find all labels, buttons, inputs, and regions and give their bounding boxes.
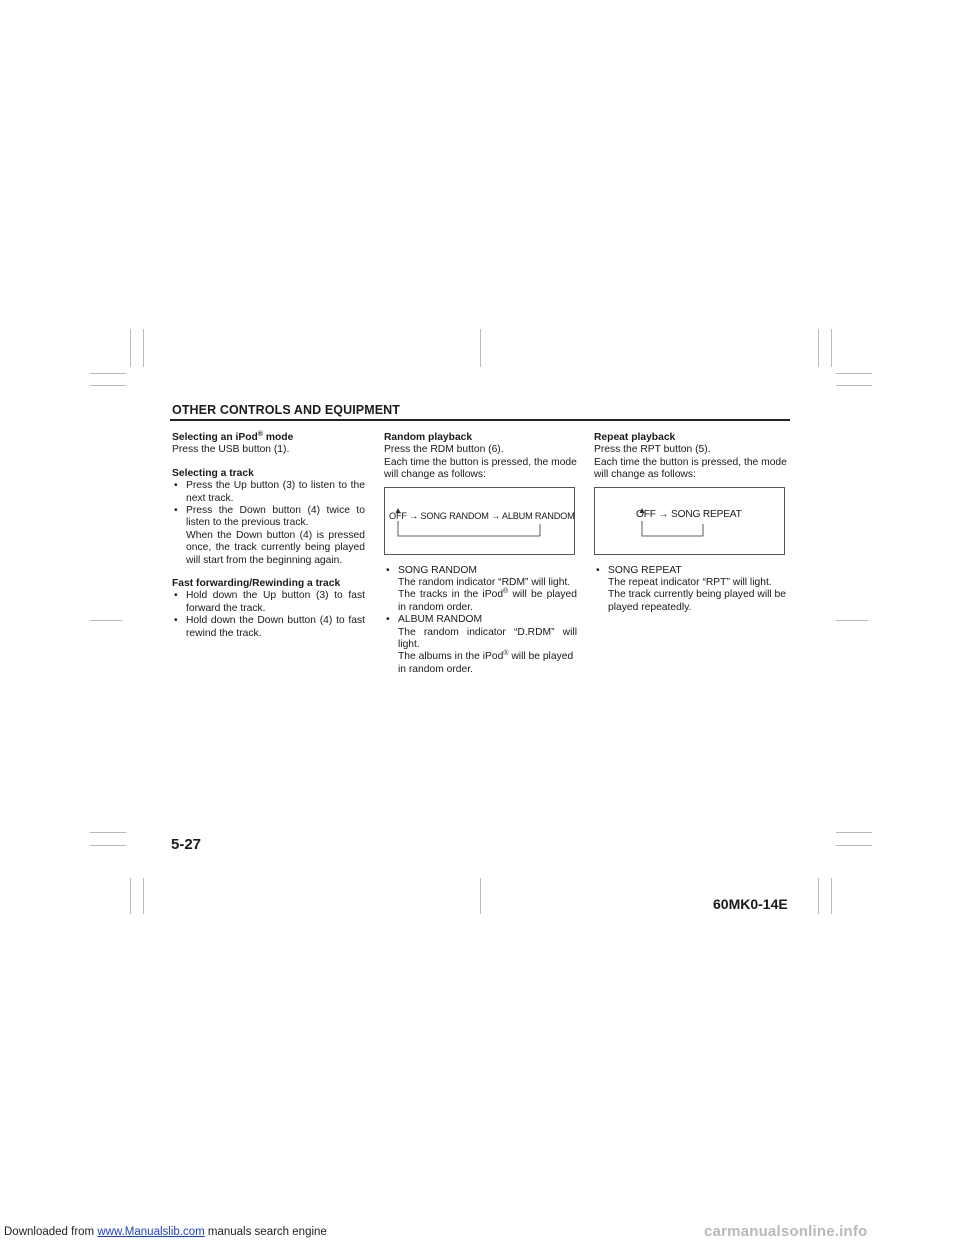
random-mode-diagram <box>384 487 575 555</box>
list-item: • ALBUM RANDOM The random indicator “D.RDM” will light. The albums in the iPod® will be played in random order. <box>384 614 577 676</box>
heading-repeat-playback: Repeat playback <box>594 432 676 443</box>
rpt-instruction: Press the RPT button (5). <box>594 444 711 456</box>
crop-mark <box>143 878 144 914</box>
heading-ipod-mode: Selecting an iPod® mode <box>172 431 294 443</box>
crop-mark <box>130 878 131 914</box>
mode-change-text: Each time the button is pressed, the mode will change as follows: <box>594 456 787 481</box>
crop-mark <box>90 385 126 386</box>
crop-mark <box>836 620 868 621</box>
section-title: OTHER CONTROLS AND EQUIPMENT <box>172 403 401 417</box>
crop-mark <box>90 373 126 374</box>
document-code: 60MK0-14E <box>713 896 788 912</box>
crop-mark <box>818 329 819 367</box>
crop-mark <box>90 832 126 833</box>
list-item: • Press the Up button (3) to listen to the next track. <box>172 480 365 505</box>
list-item: • Press the Down button (4) twice to listen to the previous track. When the Down button (4) is pressed once, the track currently being played will start from the beginning again. <box>172 505 365 567</box>
repeat-mode-sequence: OFF → SONG REPEAT <box>636 508 742 520</box>
repeat-mode-diagram <box>594 487 785 555</box>
heading-random-playback: Random playback <box>384 432 473 443</box>
column-ipod-mode <box>172 432 365 640</box>
crop-mark <box>831 878 832 914</box>
random-mode-sequence: OFF → SONG RANDOM → ALBUM RANDOM <box>389 510 575 521</box>
heading-selecting-track: Selecting a track <box>172 467 254 479</box>
crop-mark <box>831 329 832 367</box>
column-random-playback <box>384 432 577 676</box>
crop-mark <box>818 878 819 914</box>
watermark: carmanualsonline.info <box>704 1223 868 1240</box>
header-rule <box>170 419 790 421</box>
crop-mark <box>90 620 122 621</box>
mode-change-text: Each time the button is pressed, the mode will change as follows: <box>384 456 577 481</box>
manualslib-link[interactable]: www.Manualslib.com <box>97 1226 205 1238</box>
column-repeat-playback <box>594 432 787 614</box>
crop-mark <box>480 878 481 914</box>
download-notice: Downloaded from www.Manualslib.com manuals search engine <box>4 1226 327 1238</box>
cycle-arrow-icon <box>595 488 786 556</box>
list-item: • SONG RANDOM The random indicator “RDM” will light. The tracks in the iPod® will be played in random order. <box>384 565 577 615</box>
list-item: • SONG REPEAT The repeat indicator “RPT” will light. The track currently being played will be played repeatedly. <box>594 565 787 615</box>
crop-mark <box>143 329 144 367</box>
rdm-instruction: Press the RDM button (6). <box>384 444 504 456</box>
crop-mark <box>836 385 872 386</box>
crop-mark <box>836 832 872 833</box>
crop-mark <box>130 329 131 367</box>
crop-mark <box>480 329 481 367</box>
crop-mark <box>836 373 872 374</box>
list-item: • Hold down the Up button (3) to fast forward the track. <box>172 590 365 615</box>
page-number: 5-27 <box>171 836 202 853</box>
heading-fast-forward: Fast forwarding/Rewinding a track <box>172 578 341 590</box>
list-item: • Hold down the Down button (4) to fast rewind the track. <box>172 615 365 640</box>
crop-mark <box>836 845 872 846</box>
usb-instruction: Press the USB button (1). <box>172 444 290 456</box>
crop-mark <box>90 845 126 846</box>
